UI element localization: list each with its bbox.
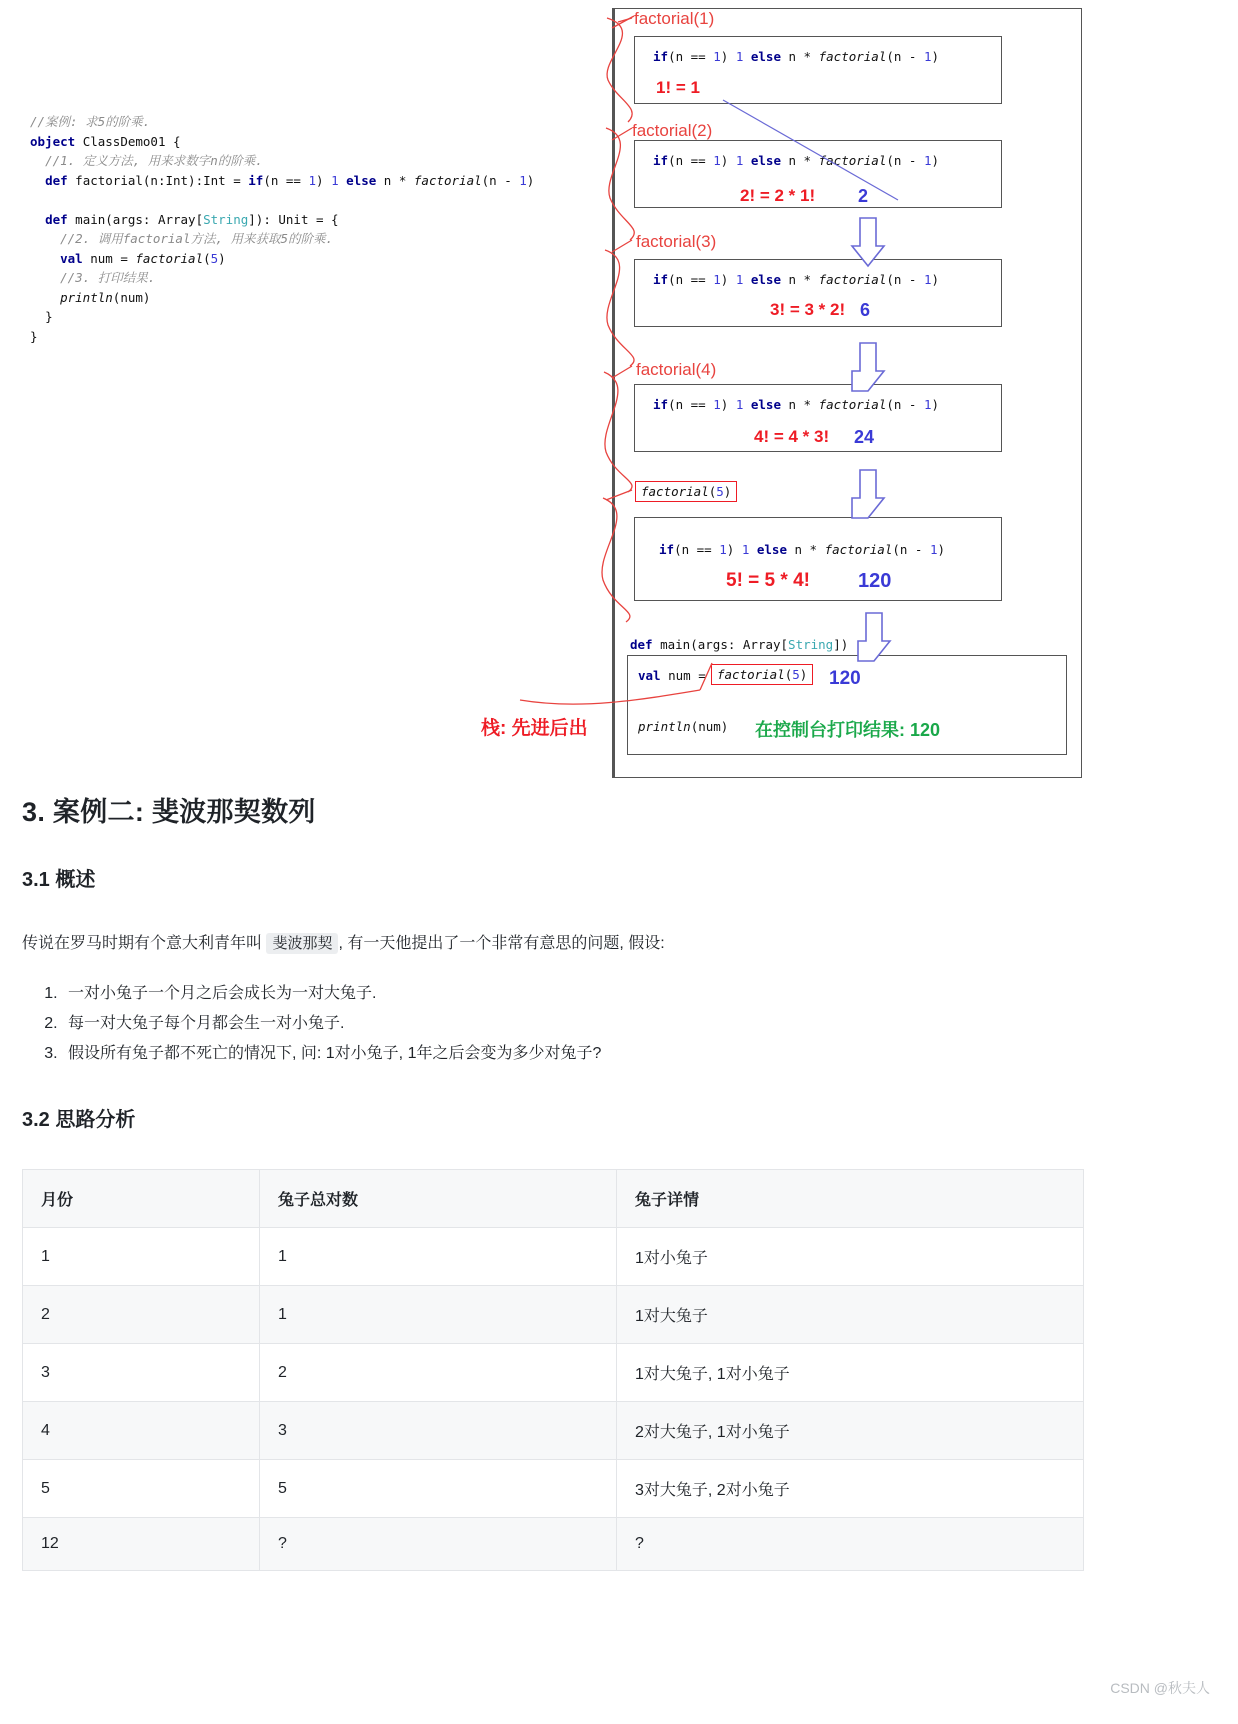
article-body bbox=[0, 795, 1238, 1571]
column-header-total-pairs: 兔子总对数 bbox=[260, 1170, 617, 1228]
value-3: 6 bbox=[860, 300, 871, 320]
cell-total: 1 bbox=[260, 1286, 617, 1344]
subsection-title-analysis: 3.2 思路分析 bbox=[22, 1109, 136, 1131]
subsection-title-overview: 3.1 概述 bbox=[22, 869, 96, 891]
recursion-figure bbox=[0, 0, 1238, 800]
cell-total: ? bbox=[260, 1518, 617, 1571]
console-output-note: 在控制台打印结果: 120 bbox=[755, 720, 941, 740]
cell-month: 12 bbox=[23, 1518, 260, 1571]
cell-details: 1对小兔子 bbox=[617, 1228, 1084, 1286]
table-row bbox=[23, 1518, 1084, 1571]
main-value-result: 120 bbox=[829, 668, 861, 689]
column-header-details: 兔子详情 bbox=[617, 1170, 1084, 1228]
cell-month: 4 bbox=[23, 1402, 260, 1460]
equation-2: 2! = 2 * 1! bbox=[740, 186, 816, 205]
table-row bbox=[23, 1460, 1084, 1518]
rules-list bbox=[0, 979, 1238, 1069]
list-item: 2. 每一对大兔子每个月都会生一对小兔子. bbox=[62, 1009, 1238, 1039]
table-row bbox=[23, 1402, 1084, 1460]
list-item: 1. 一对小兔子一个月之后会成长为一对大兔子. bbox=[62, 979, 1238, 1009]
page-title: 3. 案例二: 斐波那契数列 bbox=[22, 797, 316, 827]
cell-details: 2对大兔子, 1对小兔子 bbox=[617, 1402, 1084, 1460]
value-4: 24 bbox=[854, 427, 875, 447]
table-head bbox=[23, 1170, 1084, 1228]
intro-paragraph bbox=[0, 931, 1238, 957]
rabbit-analysis-table bbox=[22, 1169, 1084, 1571]
table-row bbox=[23, 1344, 1084, 1402]
cell-total: 3 bbox=[260, 1402, 617, 1460]
table-header-row bbox=[23, 1170, 1084, 1228]
cell-details: 1对大兔子 bbox=[617, 1286, 1084, 1344]
call-box-3: if(n == 1) 1 else n * factorial(n - 1) bbox=[634, 259, 1002, 327]
call-box-2: if(n == 1) 1 else n * factorial(n - 1) bbox=[634, 140, 1002, 208]
column-header-month: 月份 bbox=[23, 1170, 260, 1228]
stack-lifo-note: 栈: 先进后出 bbox=[481, 718, 588, 739]
list-item: 3. 假设所有兔子都不死亡的情况下, 问: 1对小兔子, 1年之后会变为多少对兔子? bbox=[62, 1039, 1238, 1069]
stack-vertical-bar bbox=[612, 8, 615, 778]
call-box-4: if(n == 1) 1 else n * factorial(n - 1) bbox=[634, 384, 1002, 452]
main-signature-line: def main(args: Array[String]) bbox=[630, 637, 849, 652]
boxed-call-main-factorial-5: factorial(5) bbox=[711, 664, 813, 685]
csdn-credit: CSDN @秋夫人 bbox=[1110, 1680, 1210, 1696]
cell-month: 5 bbox=[23, 1460, 260, 1518]
cell-month: 1 bbox=[23, 1228, 260, 1286]
cell-month: 2 bbox=[23, 1286, 260, 1344]
cell-total: 2 bbox=[260, 1344, 617, 1402]
value-2: 2 bbox=[858, 186, 869, 206]
cell-total: 5 bbox=[260, 1460, 617, 1518]
equation-3: 3! = 3 * 2! bbox=[770, 300, 846, 319]
cell-details: ? bbox=[617, 1518, 1084, 1571]
cell-total: 1 bbox=[260, 1228, 617, 1286]
table-row bbox=[23, 1228, 1084, 1286]
println-line: println(num) bbox=[638, 719, 729, 734]
frame-label-factorial-2: factorial(2) bbox=[632, 121, 713, 140]
frame-label-factorial-3: factorial(3) bbox=[636, 232, 717, 251]
intro-text-after: , 有一天他提出了一个非常有意思的问题, 假设: bbox=[338, 935, 665, 952]
frame-label-factorial-4: factorial(4) bbox=[636, 360, 717, 379]
intro-text-before: 传说在罗马时期有个意大利青年叫 bbox=[22, 935, 263, 952]
call-box-1: if(n == 1) 1 else n * factorial(n - 1) bbox=[634, 36, 1002, 104]
cell-details: 3对大兔子, 2对小兔子 bbox=[617, 1460, 1084, 1518]
value-5: 120 bbox=[858, 570, 892, 592]
equation-1: 1! = 1 bbox=[656, 78, 700, 97]
frame-label-factorial-1: factorial(1) bbox=[634, 9, 715, 28]
equation-5: 5! = 5 * 4! bbox=[726, 570, 810, 591]
table-body bbox=[23, 1228, 1084, 1571]
scala-source-code: //案例: 求5的阶乘. object ClassDemo01 { //1. 定义方法, 用来求数字n的阶乘. def factorial(n:Int):Int = if(n == 1) 1 else n * factorial(n - 1) def main(args: Array[String]): Unit = { //2. 调用factorial方法, 用来获取5的阶乘. val num = factorial(5) //3. 打印结果. println(num) } } bbox=[30, 114, 535, 344]
call-box-5: if(n == 1) 1 else n * factorial(n - 1) bbox=[634, 517, 1002, 601]
cell-details: 1对大兔子, 1对小兔子 bbox=[617, 1344, 1084, 1402]
fibonacci-inline-code: 斐波那契 bbox=[266, 933, 338, 954]
equation-4: 4! = 4 * 3! bbox=[754, 427, 830, 446]
main-val-prefix: val num = bbox=[638, 668, 706, 683]
table-row bbox=[23, 1286, 1084, 1344]
boxed-call-factorial-5: factorial(5) bbox=[635, 481, 737, 502]
cell-month: 3 bbox=[23, 1344, 260, 1402]
